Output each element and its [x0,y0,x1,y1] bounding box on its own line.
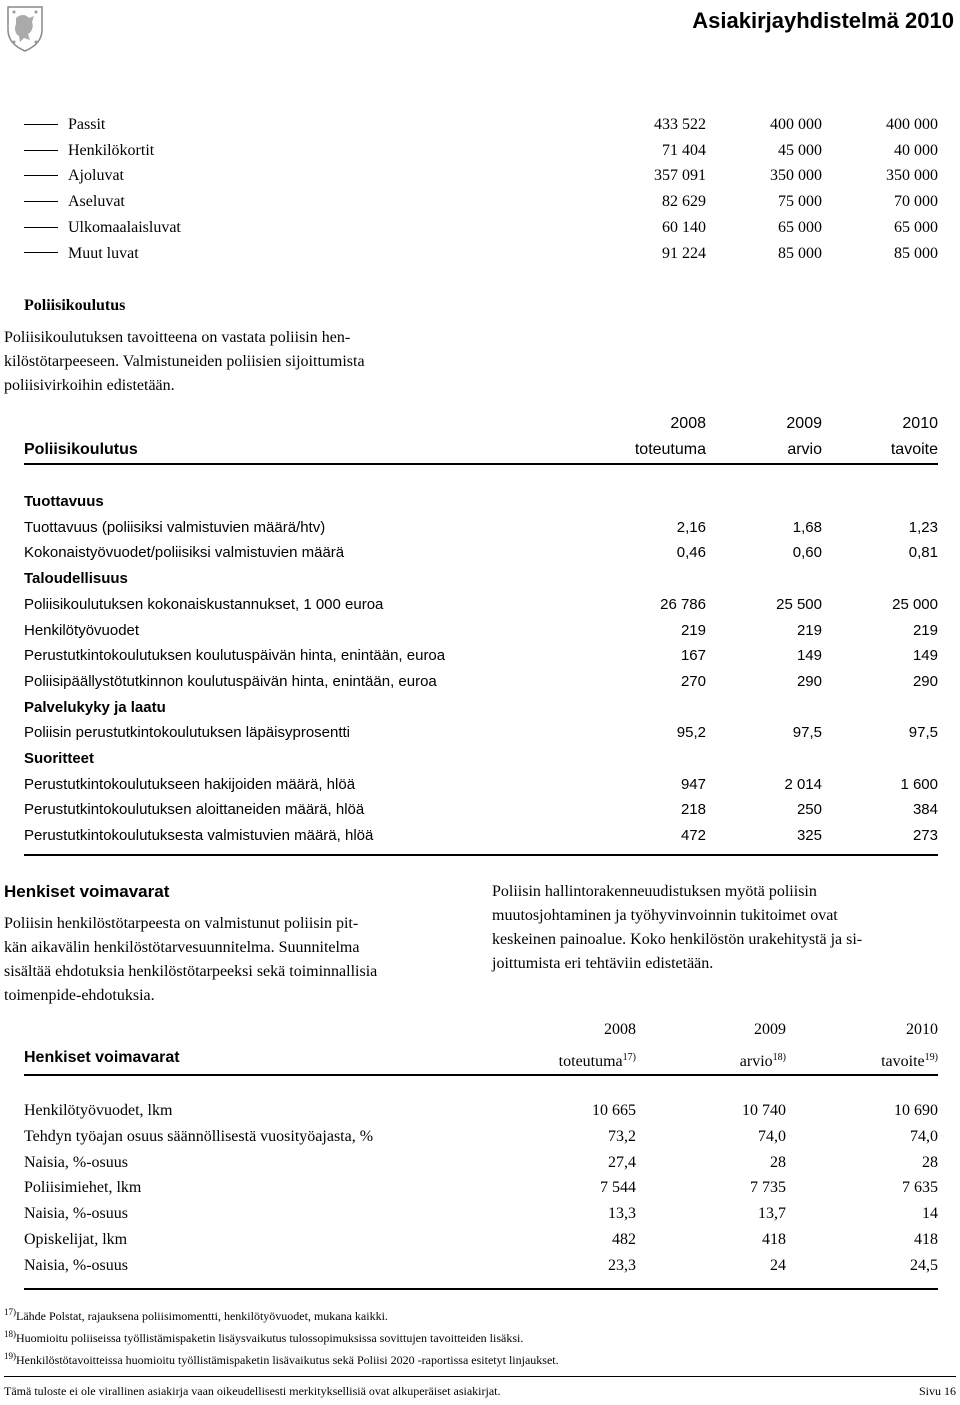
table-cell: 26 786 [660,595,706,613]
table-cell: 13,3 [608,1205,636,1223]
table-row [24,670,938,694]
footnote-marker: 17) [4,1307,16,1317]
row-label [24,164,124,188]
table-cell: 1 600 [900,775,938,793]
table-row [24,164,938,188]
dash-marker [24,227,58,228]
cell-2009: 75 000 [778,193,822,211]
table-cell: 0,60 [792,544,822,562]
table-cell: 219 [796,621,822,639]
year-2010: 2010 [906,1021,938,1038]
text-line: Poliisin henkilöstötarpeesta on valmistunut poliisin pit- [4,915,359,932]
table-cell: 25 000 [892,595,938,613]
column-header: tavoite [890,441,938,458]
page-number: Sivu 16 [918,1384,956,1398]
table-row [24,1099,938,1123]
row-label [24,242,139,266]
table-cell: 14 [922,1205,938,1223]
row-label [24,190,125,214]
table-cell: 270 [680,672,706,690]
table-cell: 24,5 [910,1256,938,1274]
table-row [24,798,938,822]
table-section-row [24,696,938,720]
row-label-text: Ulkomaalaisluvat [68,218,181,236]
column-header [559,1046,636,1074]
cell-2008: 357 091 [654,167,706,185]
column-header-text: toteutuma [558,1053,623,1070]
table-cell: 10 690 [894,1102,938,1119]
table-cell: 28 [770,1153,786,1171]
cell-2008: 433 522 [654,116,706,133]
table-header-row [24,1046,938,1070]
table-cell: 149 [796,647,822,665]
table-cell: 1,68 [792,518,822,536]
cell-2010: 85 000 [894,244,938,262]
table-bottom-rule [24,1288,938,1290]
cell-2010: 350 000 [886,167,938,185]
table-cell: 325 [796,827,822,845]
table-row [24,242,938,266]
footnote-ref: 17) [622,1052,636,1063]
text-line: kilöstötarpeeseen. Valmistuneiden poliisien sijoittumista [4,353,365,370]
row-label: Naisia, %-osuus [24,1153,128,1171]
table-title: Henkiset voimavarat [24,1049,180,1066]
cell-2010: 65 000 [894,218,938,236]
table-header-rule [24,1074,938,1076]
column-header-text: tavoite [881,1053,925,1070]
table-bottom-rule [24,854,938,856]
table-cell: 24 [770,1256,786,1274]
table-cell: 1,23 [908,518,938,536]
table-cell: 947 [680,775,706,793]
section-heading-henkiset: Henkiset voimavarat [4,882,170,901]
column-header [881,1046,938,1074]
table-cell: 0,81 [908,544,938,562]
footnote-text: Lähde Polstat, rajauksena poliisimomentti, henkilötyövuodet, mukana kaikki. [16,1309,388,1323]
year-2008: 2008 [670,415,706,432]
row-label: Opiskelijat, lkm [24,1231,128,1248]
table-cell: 7 635 [902,1179,938,1197]
document-title: Asiakirjayhdistelmä 2010 [692,8,954,33]
text-line: Poliisin hallintorakenneuudistuksen myötä poliisin [492,883,817,900]
table-row [24,644,938,668]
table-header-rule [24,463,938,465]
table-cell: 273 [912,827,938,845]
table-row [24,541,938,565]
table-row [24,619,938,643]
table-year-row [24,1018,938,1042]
table-cell: 23,3 [608,1256,636,1274]
row-label: Kokonaistyövuodet/poliisiksi valmistuvien määrä [24,544,345,562]
row-label [24,113,105,137]
row-label: Suoritteet [24,750,95,767]
row-label: Palvelukyky ja laatu [24,698,166,716]
henkiset-right-text [492,880,958,976]
column-header: toteutuma [634,441,706,458]
table-row [24,1176,938,1200]
row-label: Perustutkintokoulutuksen aloittaneiden määrä, hlöä [24,801,365,819]
column-header-text: arvio [739,1053,773,1070]
dash-marker [24,175,58,176]
table-section-row [24,747,938,771]
table-title: Poliisikoulutus [24,441,138,458]
table-section-row [24,567,938,591]
footnote-marker: 19) [4,1351,16,1361]
table-row [24,190,938,214]
table-row [24,593,938,617]
table-row [24,721,938,745]
row-label: Tuottavuus (poliisiksi valmistuvien määrä/htv) [24,518,326,536]
row-label-text: Muut luvat [68,244,139,262]
year-2010: 2010 [902,415,938,432]
table-cell: 25 500 [776,595,822,613]
cell-2008: 91 224 [662,244,706,262]
row-label: Poliisimiehet, lkm [24,1179,142,1197]
text-line: kän aikavälin henkilöstötarvesuunnitelma. Suunnitelma [4,939,360,956]
table-row [24,1254,938,1278]
table-cell: 95,2 [676,724,706,742]
text-line: sisältää ehdotuksia henkilöstötarpeeksi sekä toiminnallisia [4,963,378,980]
footnote [4,1348,559,1368]
henkiset-left-text [4,912,470,1008]
footnote-text: Henkilöstötavoitteissa huomioitu työllistämispaketin lisävaikutus sekä Poliisi 2020 -raportissa esitetyt linjaukset. [16,1353,559,1367]
row-label: Tehdyn työajan osuus säännöllisestä vuosityöajasta, % [24,1127,374,1145]
row-label [24,216,181,240]
text-line: muutosjohtaminen ja työhyvinvoinnin tukitoimet ovat [492,907,838,924]
table-cell: 384 [912,801,938,819]
text-line: Poliisikoulutuksen tavoitteena on vastata poliisin hen- [4,329,351,346]
table-row [24,824,938,848]
row-label: Henkilötyövuodet [24,621,140,639]
section-heading-poliisikoulutus: Poliisikoulutus [24,297,126,314]
table-cell: 7 735 [750,1179,786,1197]
footnote-ref: 18) [772,1052,786,1063]
page-footer [4,1384,956,1399]
table-year-row [24,412,938,436]
table-cell: 97,5 [792,724,822,742]
dash-marker [24,201,58,202]
table-section-row [24,490,938,514]
row-label: Perustutkintokoulutuksen koulutuspäivän hinta, enintään, euroa [24,647,446,665]
table-cell: 219 [680,621,706,639]
cell-2009: 45 000 [778,141,822,159]
table-cell: 97,5 [908,724,938,742]
row-label [24,139,154,163]
table-row [24,139,938,163]
dash-marker [24,252,58,253]
row-label-text: Passit [68,116,106,133]
footnote-ref: 19) [924,1052,938,1063]
table-cell: 7 544 [600,1179,636,1197]
table-row [24,1151,938,1175]
column-header: arvio [787,441,822,458]
cell-2009: 400 000 [770,116,822,133]
row-label: Perustutkintokoulutuksesta valmistuvien määrä, hlöä [24,827,374,845]
table-cell: 74,0 [758,1127,786,1145]
row-label: Perustutkintokoulutukseen hakijoiden määrä, hlöä [24,775,356,793]
table-row [24,113,938,137]
row-label-text: Ajoluvat [68,167,124,185]
row-label: Henkilötyövuodet, lkm [24,1102,173,1119]
coat-of-arms-logo [4,4,46,52]
row-label: Poliisin perustutkintokoulutuksen läpäisyprosentti [24,724,351,742]
dash-marker [24,124,58,125]
table-cell: 418 [914,1231,938,1248]
table-row [24,1202,938,1226]
year-2009: 2009 [754,1021,786,1038]
table-cell: 218 [680,801,706,819]
table-cell: 219 [912,621,938,639]
cell-2009: 65 000 [778,218,822,236]
table-cell: 418 [762,1231,786,1248]
footnote-marker: 18) [4,1329,16,1339]
row-label: Poliisipäällystötutkinnon koulutuspäivän hinta, enintään, euroa [24,672,437,690]
row-label: Taloudellisuus [24,570,128,588]
table-cell: 290 [912,672,938,690]
table-row [24,773,938,797]
cell-2009: 350 000 [770,167,822,185]
footer-rule [4,1376,956,1377]
column-header [740,1046,786,1074]
table-cell: 0,46 [676,544,706,562]
text-line: joittumista eri tehtäviin edistetään. [492,955,714,972]
row-label: Tuottavuus [24,493,104,510]
table-cell: 28 [922,1153,938,1171]
dash-marker [24,150,58,151]
cell-2010: 400 000 [886,116,938,133]
cell-2009: 85 000 [778,244,822,262]
row-label: Naisia, %-osuus [24,1256,128,1274]
poliisikoulutus-text [4,326,474,398]
table-cell: 74,0 [910,1127,938,1145]
table-cell: 149 [912,647,938,665]
table-cell: 73,2 [608,1127,636,1145]
footnote [4,1304,388,1324]
table-cell: 10 740 [742,1102,786,1119]
table-cell: 167 [680,647,706,665]
year-2008: 2008 [604,1021,636,1038]
cell-2010: 40 000 [894,141,938,159]
footer-disclaimer: Tämä tuloste ei ole virallinen asiakirja vaan oikeudellisesti merkityksellisiä ovat alkuperäiset asiakirjat. [4,1384,501,1398]
table-cell: 472 [680,827,706,845]
cell-2008: 82 629 [662,193,706,211]
year-2009: 2009 [786,415,822,432]
table-cell: 13,7 [758,1205,786,1223]
table-row [24,516,938,540]
table-cell: 2,16 [676,518,706,536]
table-row [24,216,938,240]
footnote [4,1326,523,1346]
table-cell: 250 [796,801,822,819]
row-label-text: Aseluvat [68,193,125,211]
cell-2010: 70 000 [894,193,938,211]
table-row [24,1228,938,1252]
table-cell: 10 665 [592,1102,636,1119]
table-cell: 27,4 [608,1153,636,1171]
table-cell: 482 [612,1231,636,1248]
row-label: Poliisikoulutuksen kokonaiskustannukset, 1 000 euroa [24,595,384,613]
table-row [24,1125,938,1149]
footnote-text: Huomioitu poliiseissa työllistämispaketin lisäysvaikutus tulossopimuksissa sovittujen tavoitteiden lisäksi. [16,1331,524,1345]
table-cell: 290 [796,672,822,690]
row-label-text: Henkilökortit [68,141,155,159]
cell-2008: 60 140 [662,218,706,236]
table-cell: 2 014 [784,775,822,793]
cell-2008: 71 404 [662,141,706,159]
text-line: toimenpide-ehdotuksia. [4,987,155,1004]
text-line: keskeinen painoalue. Koko henkilöstön urakehitystä ja si- [492,931,863,948]
table-header-row [24,438,938,462]
row-label: Naisia, %-osuus [24,1205,128,1223]
text-line: poliisivirkoihin edistetään. [4,377,175,394]
